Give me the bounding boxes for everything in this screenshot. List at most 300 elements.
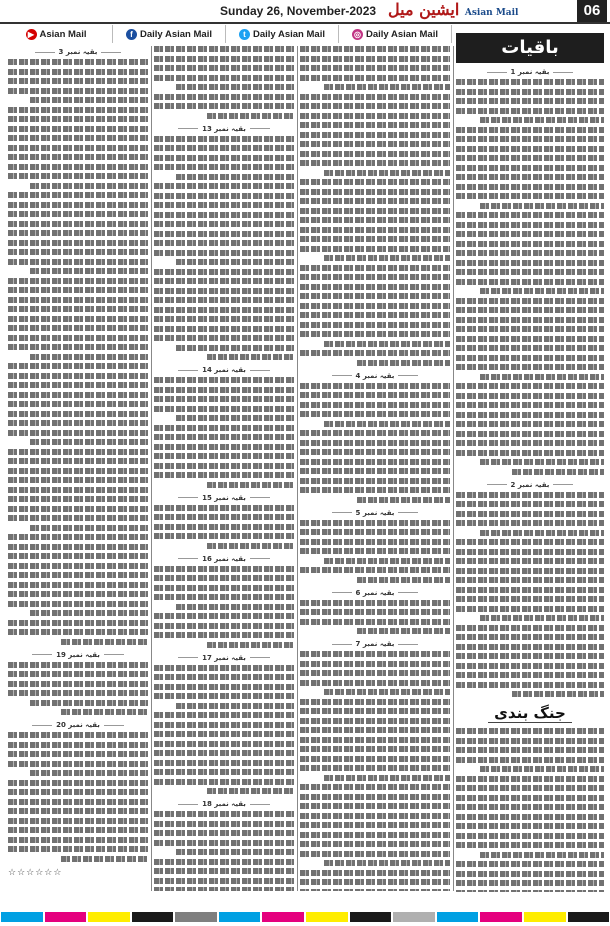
- text-line: [8, 671, 148, 677]
- text-line: [8, 249, 148, 255]
- text-line: [207, 543, 294, 549]
- continuation-label: بقیہ نمبر 7: [300, 640, 450, 648]
- text-line: [154, 566, 294, 572]
- text-line: [480, 374, 604, 380]
- text-line: [8, 78, 148, 84]
- page-header: [0, 0, 610, 24]
- social-instagram[interactable]: [339, 25, 452, 43]
- text-line: [300, 737, 450, 743]
- text-line: [8, 69, 148, 75]
- text-line: [480, 203, 604, 209]
- continuation-label: بقیہ نمبر 1: [456, 68, 604, 76]
- text-line: [154, 136, 294, 142]
- text-line: [154, 760, 294, 766]
- text-line: [456, 269, 604, 275]
- continuation-label: بقیہ نمبر 4: [300, 372, 450, 380]
- text-line: [456, 393, 604, 399]
- section-banner: باقیات: [456, 33, 604, 63]
- text-line: [300, 487, 450, 493]
- text-line: [300, 113, 450, 119]
- text-line: [300, 246, 450, 252]
- continuation-block: [300, 640, 450, 891]
- text-line: [8, 515, 148, 521]
- text-line: [456, 336, 604, 342]
- text-line: [300, 208, 450, 214]
- text-line: [8, 572, 148, 578]
- continuation-label: بقیہ نمبر 14: [154, 366, 294, 374]
- continuation-block: [300, 372, 450, 503]
- text-line: [456, 747, 604, 753]
- text-line: [456, 795, 604, 801]
- text-line: [300, 794, 450, 800]
- text-line: [300, 870, 450, 876]
- text-line: [30, 97, 148, 103]
- text-line: [300, 841, 450, 847]
- text-line: [154, 840, 294, 846]
- text-line: [300, 600, 450, 606]
- text-line: [456, 492, 604, 498]
- text-line: [8, 316, 148, 322]
- text-line: [300, 459, 450, 465]
- continuation-label: بقیہ نمبر 5: [300, 509, 450, 517]
- text-line: [300, 284, 450, 290]
- text-line: [456, 842, 604, 848]
- text-line: [8, 553, 148, 559]
- text-line: [300, 293, 450, 299]
- continuation-block: [300, 589, 450, 635]
- text-line: [300, 851, 450, 857]
- text-line: [456, 672, 604, 678]
- text-line: [8, 145, 148, 151]
- text-line: [8, 629, 148, 635]
- text-line: [300, 322, 450, 328]
- text-line: [456, 596, 604, 602]
- text-line: [456, 136, 604, 142]
- text-line: [456, 231, 604, 237]
- text-line: [324, 341, 450, 347]
- text-line: [8, 690, 148, 696]
- text-line: [30, 439, 148, 445]
- text-line: [300, 661, 450, 667]
- text-line: [456, 383, 604, 389]
- text-line: [8, 534, 148, 540]
- text-line: [300, 274, 450, 280]
- text-line: [154, 250, 294, 256]
- text-line: [154, 722, 294, 728]
- continuation-label: بقیہ نمبر 20: [8, 721, 148, 729]
- text-line: [456, 431, 604, 437]
- text-line: [8, 827, 148, 833]
- social-youtube[interactable]: [0, 25, 113, 43]
- text-line: [8, 240, 148, 246]
- text-line: [300, 468, 450, 474]
- text-line: [324, 689, 450, 695]
- text-line: [154, 684, 294, 690]
- text-line: [8, 401, 148, 407]
- text-line: [176, 174, 294, 180]
- text-line: [300, 103, 450, 109]
- social-facebook[interactable]: [113, 25, 226, 43]
- color-swatch: [88, 912, 130, 922]
- color-swatch: [568, 912, 610, 922]
- continuation-block: [154, 800, 294, 891]
- text-line: [456, 501, 604, 507]
- text-line: [30, 525, 148, 531]
- continuation-block: [456, 68, 604, 475]
- text-line: [207, 788, 294, 794]
- text-line: [456, 814, 604, 820]
- text-line: [154, 103, 294, 109]
- article-column-3: [300, 46, 450, 891]
- text-line: [456, 625, 604, 631]
- text-line: [154, 269, 294, 275]
- text-line: [154, 278, 294, 284]
- text-line: [300, 312, 450, 318]
- text-line: [8, 761, 148, 767]
- social-label: Asian Mail: [39, 28, 87, 40]
- text-line: [154, 221, 294, 227]
- text-line: [8, 789, 148, 795]
- text-line: [456, 412, 604, 418]
- text-line: [480, 766, 604, 772]
- text-line: [176, 415, 294, 421]
- text-line: [8, 468, 148, 474]
- text-line: [8, 477, 148, 483]
- text-line: [8, 563, 148, 569]
- text-line: [154, 878, 294, 884]
- text-line: [300, 56, 450, 62]
- continuation-label: بقیہ نمبر 18: [154, 800, 294, 808]
- text-line: [154, 741, 294, 747]
- text-line: [456, 345, 604, 351]
- text-line: [456, 89, 604, 95]
- article-column-4: [456, 66, 604, 892]
- text-line: [456, 307, 604, 313]
- text-line: [300, 303, 450, 309]
- text-line: [8, 59, 148, 65]
- text-line: [456, 146, 604, 152]
- text-line: [300, 65, 450, 71]
- text-line: [154, 453, 294, 459]
- text-line: [176, 84, 294, 90]
- text-line: [154, 183, 294, 189]
- text-line: [176, 703, 294, 709]
- text-line: [300, 609, 450, 615]
- text-line: [154, 297, 294, 303]
- text-line: [8, 780, 148, 786]
- text-line: [456, 79, 604, 85]
- continuation-label: بقیہ نمبر 6: [300, 589, 450, 597]
- text-line: [300, 46, 450, 52]
- text-line: [456, 174, 604, 180]
- text-line: [61, 856, 148, 862]
- text-line: [300, 94, 450, 100]
- text-line: [8, 230, 148, 236]
- text-line: [456, 98, 604, 104]
- text-line: [456, 644, 604, 650]
- text-line: [300, 651, 450, 657]
- text-line: [8, 335, 148, 341]
- continuation-block: [154, 125, 294, 361]
- text-line: [300, 539, 450, 545]
- text-line: [324, 421, 450, 427]
- text-line: [456, 558, 604, 564]
- text-line: [300, 392, 450, 398]
- column-divider: [297, 46, 298, 891]
- text-line: [154, 288, 294, 294]
- text-line: [154, 145, 294, 151]
- text-line: [154, 326, 294, 332]
- text-line: [456, 738, 604, 744]
- instagram-icon: ◎: [352, 29, 363, 40]
- text-line: [30, 610, 148, 616]
- text-line: [154, 425, 294, 431]
- text-line: [8, 458, 148, 464]
- text-line: [456, 250, 604, 256]
- text-line: [300, 350, 450, 356]
- continuation-block: [154, 366, 294, 488]
- text-line: [300, 141, 450, 147]
- text-line: [8, 287, 148, 293]
- text-line: [456, 222, 604, 228]
- text-line: [456, 871, 604, 877]
- text-line: [154, 830, 294, 836]
- text-line: [324, 860, 450, 866]
- continuation-block: [300, 509, 450, 583]
- text-line: [61, 639, 148, 645]
- text-line: [176, 604, 294, 610]
- text-line: [456, 364, 604, 370]
- text-line: [300, 122, 450, 128]
- text-line: [456, 279, 604, 285]
- text-line: [8, 202, 148, 208]
- text-line: [8, 487, 148, 493]
- continuation-block: [300, 46, 450, 366]
- issue-date: Sunday 26, November-2023: [220, 4, 377, 18]
- text-line: [357, 360, 450, 366]
- end-marker-stars: ☆☆☆☆☆☆: [8, 867, 63, 878]
- text-line: [30, 268, 148, 274]
- text-line: [300, 265, 450, 271]
- text-line: [154, 533, 294, 539]
- continuation-label: بقیہ نمبر 13: [154, 125, 294, 133]
- column-divider: [453, 46, 454, 891]
- text-line: [456, 880, 604, 886]
- text-line: [357, 577, 450, 583]
- text-line: [154, 75, 294, 81]
- text-line: [456, 890, 604, 893]
- logo-urdu: ایشین میل: [388, 0, 460, 19]
- text-line: [8, 591, 148, 597]
- text-line: [154, 56, 294, 62]
- color-swatch: [45, 912, 87, 922]
- text-line: [480, 852, 604, 858]
- text-line: [357, 497, 450, 503]
- text-line: [8, 392, 148, 398]
- color-swatch: [524, 912, 566, 922]
- text-line: [300, 227, 450, 233]
- text-line: [300, 567, 450, 573]
- text-line: [456, 776, 604, 782]
- text-line: [456, 568, 604, 574]
- text-line: [154, 505, 294, 511]
- text-line: [300, 236, 450, 242]
- text-line: [154, 202, 294, 208]
- text-line: [154, 212, 294, 218]
- social-twitter[interactable]: [226, 25, 339, 43]
- continuation-label: بقیہ نمبر 3: [8, 48, 148, 56]
- text-line: [8, 382, 148, 388]
- text-line: [154, 779, 294, 785]
- social-label: Daily Asian Mail: [366, 28, 438, 40]
- text-line: [300, 331, 450, 337]
- text-line: [300, 132, 450, 138]
- text-line: [8, 420, 148, 426]
- text-line: [456, 587, 604, 593]
- text-line: [456, 440, 604, 446]
- text-line: [456, 804, 604, 810]
- text-line: [154, 240, 294, 246]
- text-line: [456, 653, 604, 659]
- text-line: [8, 544, 148, 550]
- text-line: [456, 861, 604, 867]
- text-line: [8, 818, 148, 824]
- text-line: [154, 94, 294, 100]
- text-line: [8, 662, 148, 668]
- text-line: [8, 164, 148, 170]
- article-column-2: [154, 46, 294, 891]
- text-line: [456, 402, 604, 408]
- text-line: [154, 396, 294, 402]
- text-line: [8, 221, 148, 227]
- text-line: [8, 582, 148, 588]
- text-line: [30, 354, 148, 360]
- text-line: [480, 530, 604, 536]
- text-line: [456, 511, 604, 517]
- text-line: [154, 335, 294, 341]
- text-line: [300, 756, 450, 762]
- continuation-label: بقیہ نمبر 17: [154, 654, 294, 662]
- continuation-block: [154, 654, 294, 795]
- text-line: [8, 297, 148, 303]
- text-line: [456, 241, 604, 247]
- color-swatch: [437, 912, 479, 922]
- continuation-label: بقیہ نمبر 16: [154, 555, 294, 563]
- text-line: [456, 728, 604, 734]
- text-line: [154, 164, 294, 170]
- text-line: [8, 496, 148, 502]
- text-line: [300, 784, 450, 790]
- text-line: [300, 548, 450, 554]
- color-swatch: [175, 912, 217, 922]
- text-line: [456, 606, 604, 612]
- text-line: [300, 411, 450, 417]
- text-line: [456, 682, 604, 688]
- text-line: [154, 434, 294, 440]
- text-line: [207, 113, 294, 119]
- text-line: [456, 165, 604, 171]
- text-line: [154, 524, 294, 530]
- text-line: [8, 742, 148, 748]
- text-line: [154, 307, 294, 313]
- text-line: [456, 757, 604, 763]
- text-line: [154, 387, 294, 393]
- text-line: [8, 620, 148, 626]
- text-line: [8, 126, 148, 132]
- color-swatch: [262, 912, 304, 922]
- text-line: [456, 663, 604, 669]
- color-swatch: [480, 912, 522, 922]
- text-line: [154, 155, 294, 161]
- text-line: [512, 691, 604, 697]
- text-line: [30, 700, 148, 706]
- text-line: [456, 212, 604, 218]
- article-body: [456, 728, 604, 892]
- color-swatch: [1, 912, 43, 922]
- continuation-label: بقیہ نمبر 15: [154, 494, 294, 502]
- text-line: [300, 670, 450, 676]
- text-line: [154, 65, 294, 71]
- text-line: [300, 879, 450, 885]
- text-line: [456, 577, 604, 583]
- continuation-block: [8, 651, 148, 716]
- color-swatch: [306, 912, 348, 922]
- text-line: [300, 619, 450, 625]
- page-number: 06: [577, 0, 607, 22]
- text-line: [154, 632, 294, 638]
- text-line: [300, 198, 450, 204]
- text-line: [8, 846, 148, 852]
- text-line: [300, 478, 450, 484]
- text-line: [154, 623, 294, 629]
- text-line: [8, 808, 148, 814]
- text-line: [154, 821, 294, 827]
- social-strip: [0, 25, 452, 43]
- text-line: [357, 628, 450, 634]
- text-line: [8, 325, 148, 331]
- text-line: [30, 770, 148, 776]
- text-line: [300, 179, 450, 185]
- text-line: [154, 585, 294, 591]
- text-line: [512, 469, 604, 475]
- text-line: [456, 539, 604, 545]
- facebook-icon: f: [126, 29, 137, 40]
- text-line: [456, 785, 604, 791]
- text-line: [154, 731, 294, 737]
- text-line: [300, 746, 450, 752]
- text-line: [154, 463, 294, 469]
- continuation-block: [8, 721, 148, 862]
- text-line: [154, 514, 294, 520]
- text-line: [154, 712, 294, 718]
- text-line: [154, 575, 294, 581]
- text-line: [300, 813, 450, 819]
- text-line: [456, 450, 604, 456]
- text-line: [300, 217, 450, 223]
- text-line: [300, 832, 450, 838]
- text-line: [300, 402, 450, 408]
- text-line: [154, 377, 294, 383]
- text-line: [456, 155, 604, 161]
- text-line: [8, 837, 148, 843]
- text-line: [324, 775, 450, 781]
- continuation-block: [456, 481, 604, 698]
- text-line: [324, 255, 450, 261]
- text-line: [8, 799, 148, 805]
- color-swatch: [132, 912, 174, 922]
- text-line: [456, 317, 604, 323]
- text-line: [154, 193, 294, 199]
